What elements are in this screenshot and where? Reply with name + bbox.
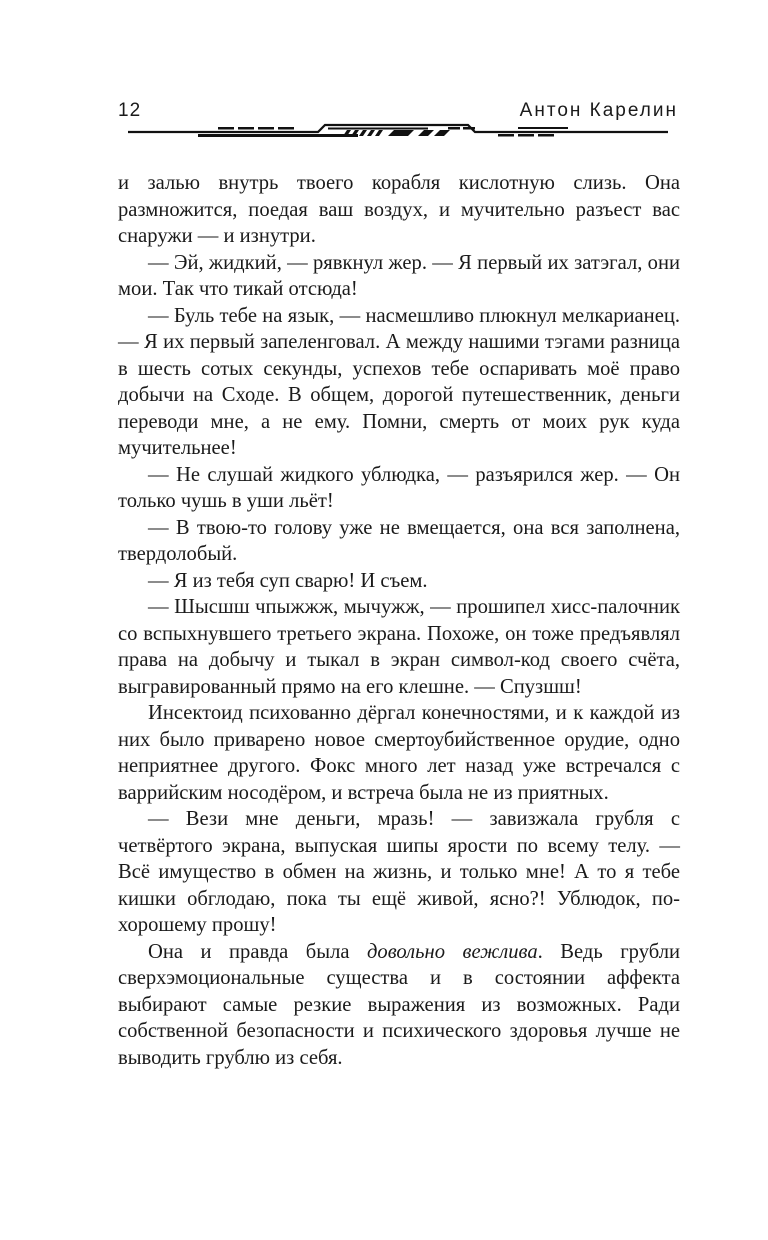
paragraph: — Вези мне деньги, мразь! — завизжала грубля с четвёртого экрана, выпуская шипы ярости по всему телу. — Всё имущество в обмен на жизнь, и только мне! А то я тебе кишки обглодаю, пока ты ещё живой, ясно?! Ублюдок, по-хорошему прошу!	[118, 808, 680, 936]
paragraph: — Буль тебе на язык, — насмешливо плюкнул мелкарианец. — Я их первый запеленговал. А между нашими тэгами разница в шесть сотых секунды, успехов тебе оспаривать моё право добычи на Сходе. В общем, дорогой путешественник, деньги переводи мне, а не ему. Помни, смерть от моих рук куда мучительнее!	[118, 304, 680, 459]
italic-phrase: довольно вежлива	[367, 940, 538, 963]
running-head: Антон Карелин	[519, 100, 678, 121]
paragraph: и залью внутрь твоего корабля кислотную слизь. Она размножится, поедая ваш воздух, и мучительно разъест вас снаружи — и изнутри.	[118, 172, 680, 247]
paragraph	[118, 939, 680, 1072]
paragraph: — Шысшш чпыжжж, мычужж, — прошипел хисс-палочник со вспыхнувшего третьего экрана. Похоже, он тоже предъявлял права на добычу и тыкал в экран символ-код своего счёта, выгравированный прямо на его клешне. — Спузшш!	[118, 596, 680, 698]
paragraph: — Эй, жидкий, — рявкнул жер. — Я первый их затэгал, они мои. Так что тикай отсюда!	[118, 251, 680, 300]
paragraph: — Я из тебя суп сварю! И съем.	[148, 569, 428, 592]
text-run: . Ведь грубли сверхэмоциональные существа и в состоянии аффекта выбирают самые резкие выражения из возможных. Ради собственной безопасности и психического здоровья лучше не выводить грублю из себя.	[118, 940, 680, 1069]
header-ornament	[118, 122, 678, 138]
body-text	[118, 170, 680, 1071]
page-header	[118, 100, 678, 140]
paragraph: — В твою-то голову уже не вмещается, она вся заполнена, твердолобый.	[118, 516, 680, 565]
page-number: 12	[118, 100, 142, 121]
paragraph: Инсектоид психованно дёргал конечностями, и к каждой из них было приварено новое смертоубийственное орудие, одно неприятнее другого. Фокс много лет назад уже встречался с варрийским носодёром, и встреча была не из приятных.	[118, 702, 680, 804]
text-run: Она и правда была	[148, 940, 368, 963]
paragraph: — Не слушай жидкого ублюдка, — разъярился жер. — Он только чушь в уши льёт!	[118, 463, 680, 512]
